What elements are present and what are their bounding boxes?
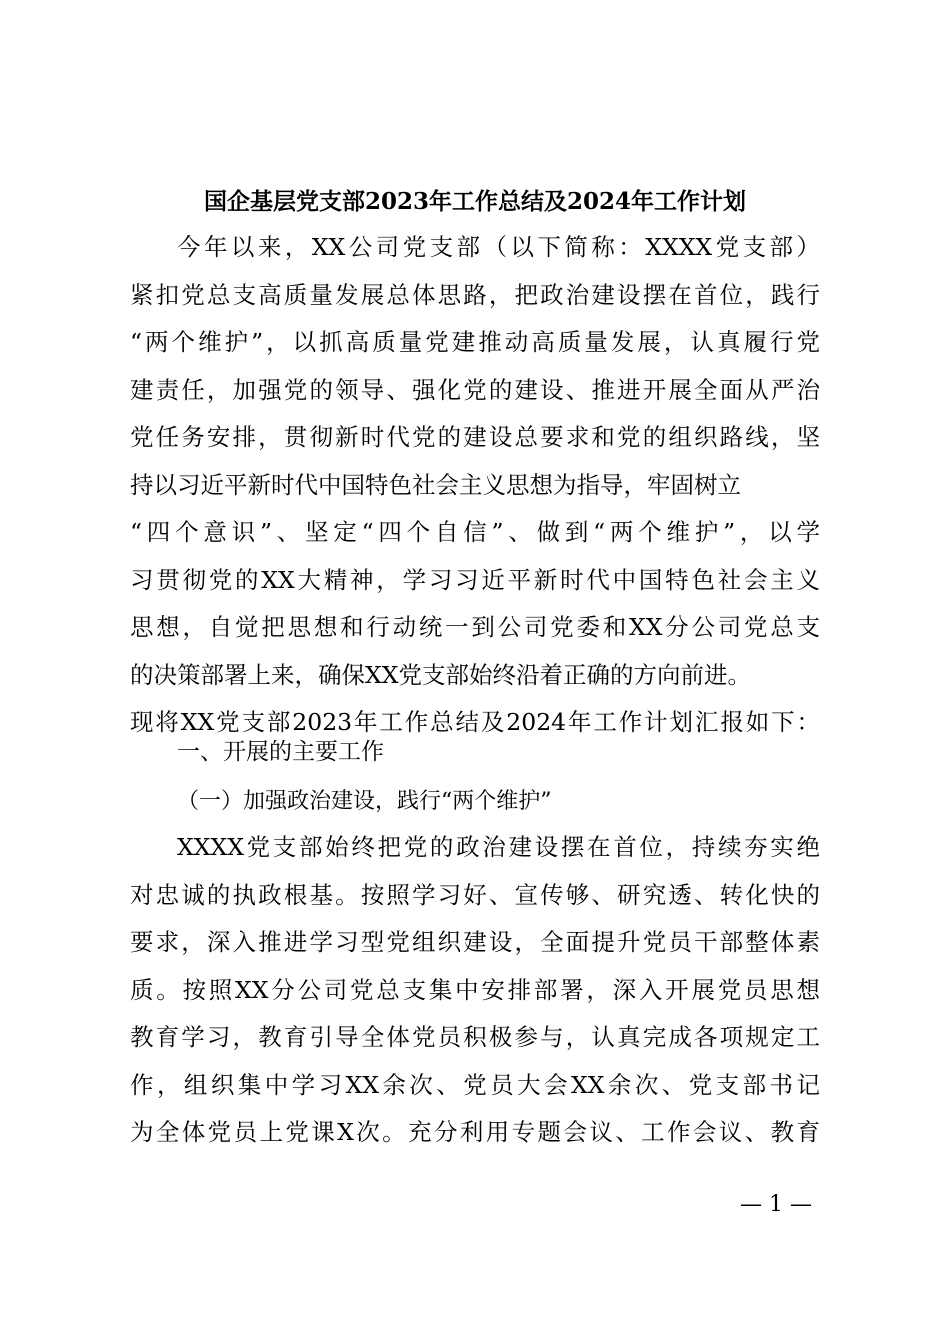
paragraph-line: 现将XX党支部2023年工作总结及2024年工作计划汇报如下： <box>130 708 820 736</box>
paragraph-line: 建责任，加强党的领导、强化党的建设、推进开展全面从严治 <box>130 375 820 404</box>
page-number: — 1 — <box>740 1192 812 1217</box>
paragraph-line: 党任务安排，贯彻新时代党的建设总要求和党的组织路线，坚 <box>130 423 820 451</box>
paragraph-line: 习贯彻党的XX大精神，学习习近平新时代中国特色社会主义 <box>130 565 820 594</box>
paragraph-line: 质。按照XX分公司党总支集中安排部署，深入开展党员思想 <box>130 975 820 1004</box>
subsection-heading: （一）加强政治建设，践行“两个维护” <box>177 789 552 814</box>
paragraph-line: XXXX党支部始终把党的政治建设摆在首位，持续夯实绝 <box>177 833 820 861</box>
paragraph-line: 作，组织集中学习XX余次、党员大会XX余次、党支部书记 <box>130 1070 820 1099</box>
body-paragraph <box>130 824 820 1157</box>
paragraph-line: 教育学习，教育引导全体党员积极参与，认真完成各项规定工 <box>130 1023 820 1051</box>
paragraph-line: 紧扣党总支高质量发展总体思路，把政治建设摆在首位，践行 <box>130 280 820 309</box>
intro-paragraph <box>130 224 820 747</box>
paragraph-line: 思想，自觉把思想和行动统一到公司党委和XX分公司党总支 <box>130 613 820 641</box>
paragraph-line: 的决策部署上来，确保XX党支部始终沿着正确的方向前进。 <box>130 660 751 689</box>
section-heading: 一、开展的主要工作 <box>177 739 384 765</box>
paragraph-line: “四个意识”、坚定“四个自信”、做到“两个维护”，以学 <box>130 518 820 546</box>
paragraph-line: 持以习近平新时代中国特色社会主义思想为指导，牢固树立 <box>130 470 741 499</box>
paragraph-line: 今年以来，XX公司党支部（以下简称：XXXX党支部） <box>177 233 820 261</box>
paragraph-line: 要求，深入推进学习型党组织建设，全面提升党员干部整体素 <box>130 928 820 956</box>
document-title: 国企基层党支部2023年工作总结及2024年工作计划 <box>203 188 747 215</box>
paragraph-line: 对忠诚的执政根基。按照学习好、宣传够、研究透、转化快的 <box>130 880 820 909</box>
paragraph-line: 为全体党员上党课X次。充分利用专题会议、工作会议、教育 <box>130 1118 820 1146</box>
paragraph-line: “两个维护”，以抓高质量党建推动高质量发展，认真履行党 <box>130 328 820 356</box>
